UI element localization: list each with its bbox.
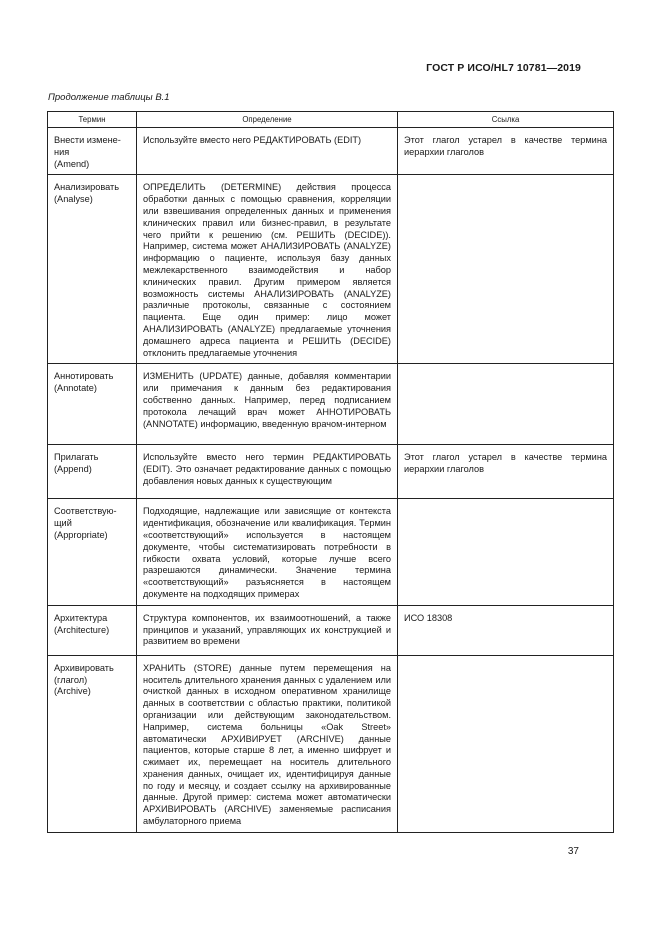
reference-cell [398,655,614,832]
term-cell: Архитектура (Architecture) [48,605,137,655]
term-cell: Соответствую- щий (Appropriate) [48,499,137,605]
table-row [48,499,614,605]
definition-cell: ХРАНИТЬ (STORE) данные путем перемещения на носитель длительного хранения данных с удалением или очисткой данных в исходном оперативном хранилище данных в соответствии с областью практики, политикой организации или действующим законодательством. Например, система больницы «Oak Street» автоматически АРХИВИРУЕТ (ARCHIVE) данные пациентов, которые старше 8 лет, а именно шифрует и сжимает их, перемещает на носитель длительного хранения данных, очищает их, идентифицируя данные по году и месяцу, и создает ссылку на архивированные данные. Другой пример: система может автоматически АРХИВИРОВАТЬ (ARCHIVE) заменяемые расписания амбулаторного приема [137,655,398,832]
definition-cell: Используйте вместо него термин РЕДАКТИРОВАТЬ (EDIT). Это означает редактирование данных с помощью добавления новых данных к существующим [137,445,398,499]
document-standard-id: ГОСТ Р ИСО/HL7 10781—2019 [426,62,581,74]
definition-cell: Подходящие, надлежащие или зависящие от контекста идентификация, обозначение или квалификация. Термин «соответствующий» используется в настоящем документе, чтобы систематизировать потребности в гибкости охвата условий, которые лучше всего разрешаются динамически. Значение термина «соответствующий» разъясняется в настоящем документе на подходящих примерах [137,499,398,605]
definition-cell: ИЗМЕНИТЬ (UPDATE) данные, добавляя комментарии или примечания к данным без редактирования собственно данных. Например, перед подписанием протокола лечащий врач может АННОТИРОВАТЬ (ANNOTATE) информацию, введенную врачом-интерном [137,364,398,445]
reference-cell: ИСО 18308 [398,605,614,655]
definition-cell: Используйте вместо него РЕДАКТИРОВАТЬ (EDIT) [137,128,398,175]
term-cell: Внести измене- ния (Amend) [48,128,137,175]
definition-cell: Структура компонентов, их взаимоотношений, а также принципов и указаний, управляющих их конструкцией и развитием во времени [137,605,398,655]
reference-cell [398,364,614,445]
term-cell: Анализировать (Analyse) [48,175,137,364]
reference-cell [398,499,614,605]
column-header-term: Термин [48,112,137,128]
page-number: 37 [567,846,579,857]
table-row [48,605,614,655]
reference-cell [398,175,614,364]
table-caption: Продолжение таблицы В.1 [48,92,170,103]
table-row [48,175,614,364]
table-row [48,445,614,499]
reference-cell: Этот глагол устарел в качестве термина иерархии глаголов [398,128,614,175]
definitions-table [47,111,614,833]
column-header-reference: Ссылка [398,112,614,128]
column-header-definition: Определение [137,112,398,128]
reference-cell: Этот глагол устарел в качестве термина иерархии глаголов [398,445,614,499]
table-row [48,364,614,445]
table-row [48,655,614,832]
table-row [48,128,614,175]
definition-cell: ОПРЕДЕЛИТЬ (DETERMINE) действия процесса обработки данных с помощью сравнения, корреляции или взвешивания определенных данных и применения клинических правил или бизнес-правил, в результате чего прийти к решению (см. РЕШИТЬ (DECIDE)). Например, система может АНАЛИЗИРОВАТЬ (ANALYZE) информацию о пациенте, используя базу данных межлекарственного взаимодействия и набор клинических правил. Другим примером является возможность системы АНАЛИЗИРОВАТЬ (ANALYZE) различные протоколы, связанные с состоянием пациента. Еще один пример: лицо может АНАЛИЗИРОВАТЬ (ANALYZE) предлагаемые уточнения домашнего адреса пациента и РЕШИТЬ (DECIDE) отклонить предлагаемые уточнения [137,175,398,364]
term-cell: Аннотировать (Annotate) [48,364,137,445]
table-header-row [48,112,614,128]
term-cell: Архивировать (глагол) (Archive) [48,655,137,832]
term-cell: Прилагать (Append) [48,445,137,499]
